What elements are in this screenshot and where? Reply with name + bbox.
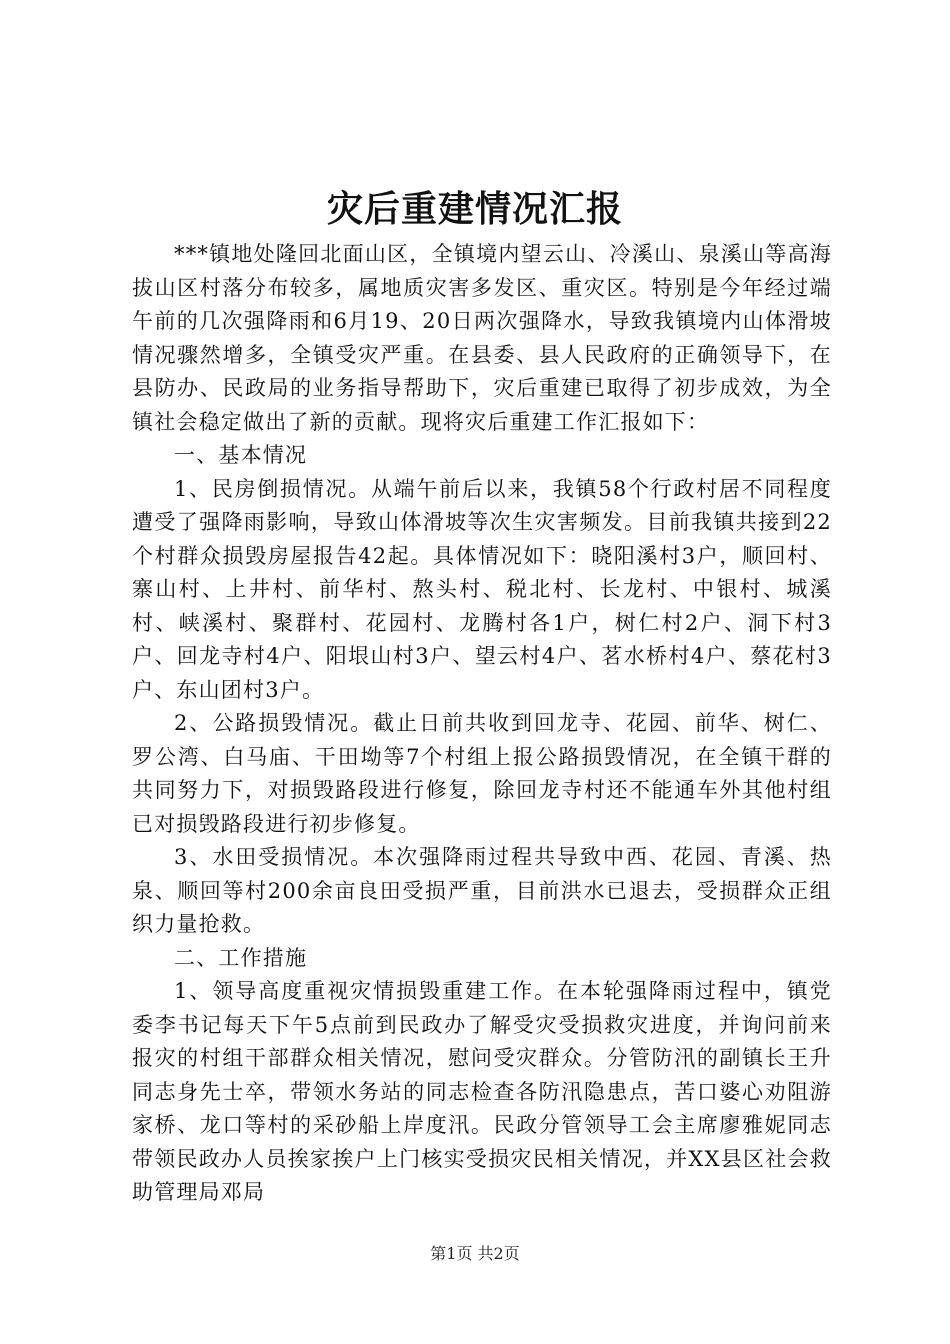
document-title: 灾后重建情况汇报 bbox=[326, 188, 623, 230]
paragraph-road-damage: 2、公路损毁情况。截止日前共收到回龙寺、花园、前华、树仁、罗公湾、白马庙、干田坳等7个村组上报公路损毁情况，在全镇干群的共同努力下，对损毁路段进行修复，除回龙寺村还不能通车外其他村组已对损毁路段进行初步修复。 bbox=[132, 711, 832, 836]
section-heading-work-measures: 二、工作措施 bbox=[174, 945, 308, 970]
page-footer: 第1页 共2页 bbox=[430, 1244, 520, 1263]
paragraph-paddy-damage: 3、水田受损情况。本次强降雨过程共导致中西、花园、青溪、热泉、顺回等村200余亩良田受损严重，目前洪水已退去，受损群众正组织力量抢救。 bbox=[132, 845, 832, 936]
paragraph-leadership: 1、领导高度重视灾情损毁重建工作。在本轮强降雨过程中，镇党委李书记每天下午5点前到民政办了解受灾受损救灾进度，并询问前来报灾的村组干部群众相关情况，慰问受灾群众。分管防汛的副镇长王升同志身先士卒，带领水务站的同志检查各防汛隐患点，苦口婆心劝阻游家桥、龙口等村的采砂船上岸度汛。民政分管领导工会主席廖雅妮同志带领民政办人员挨家挨户上门核实受损灾民相关情况，并XX县区社会救助管理局邓局 bbox=[132, 979, 832, 1204]
section-heading-basic-situation: 一、基本情况 bbox=[174, 443, 308, 467]
document-body bbox=[132, 238, 832, 1210]
intro-paragraph: ***镇地处隆回北面山区，全镇境内望云山、冷溪山、泉溪山等高海拔山区村落分布较多，属地质灾害多发区、重灾区。特别是今年经过端午前的几次强降雨和6月19、20日两次强降水，导致我镇境内山体滑坡情况骤然增多，全镇受灾严重。在县委、县人民政府的正确领导下，在县防办、民政局的业务指导帮助下，灾后重建已取得了初步成效，为全镇社会稳定做出了新的贡献。现将灾后重建工作汇报如下： bbox=[132, 242, 832, 434]
paragraph-housing-damage: 1、民房倒损情况。从端午前后以来，我镇58个行政村居不同程度遭受了强降雨影响，导致山体滑坡等次生灾害频发。目前我镇共接到22个村群众损毁房屋报告42起。具体情况如下：晓阳溪村3户，顺回村、寨山村、上井村、前华村、熬头村、税北村、长龙村、中银村、城溪村、峡溪村、聚群村、花园村、龙腾村各1户，树仁村2户、洞下村3户、回龙寺村4户、阳垠山村3户、望云村4户、茗水桥村4户、蔡花村3户、东山团村3户。 bbox=[132, 476, 832, 702]
